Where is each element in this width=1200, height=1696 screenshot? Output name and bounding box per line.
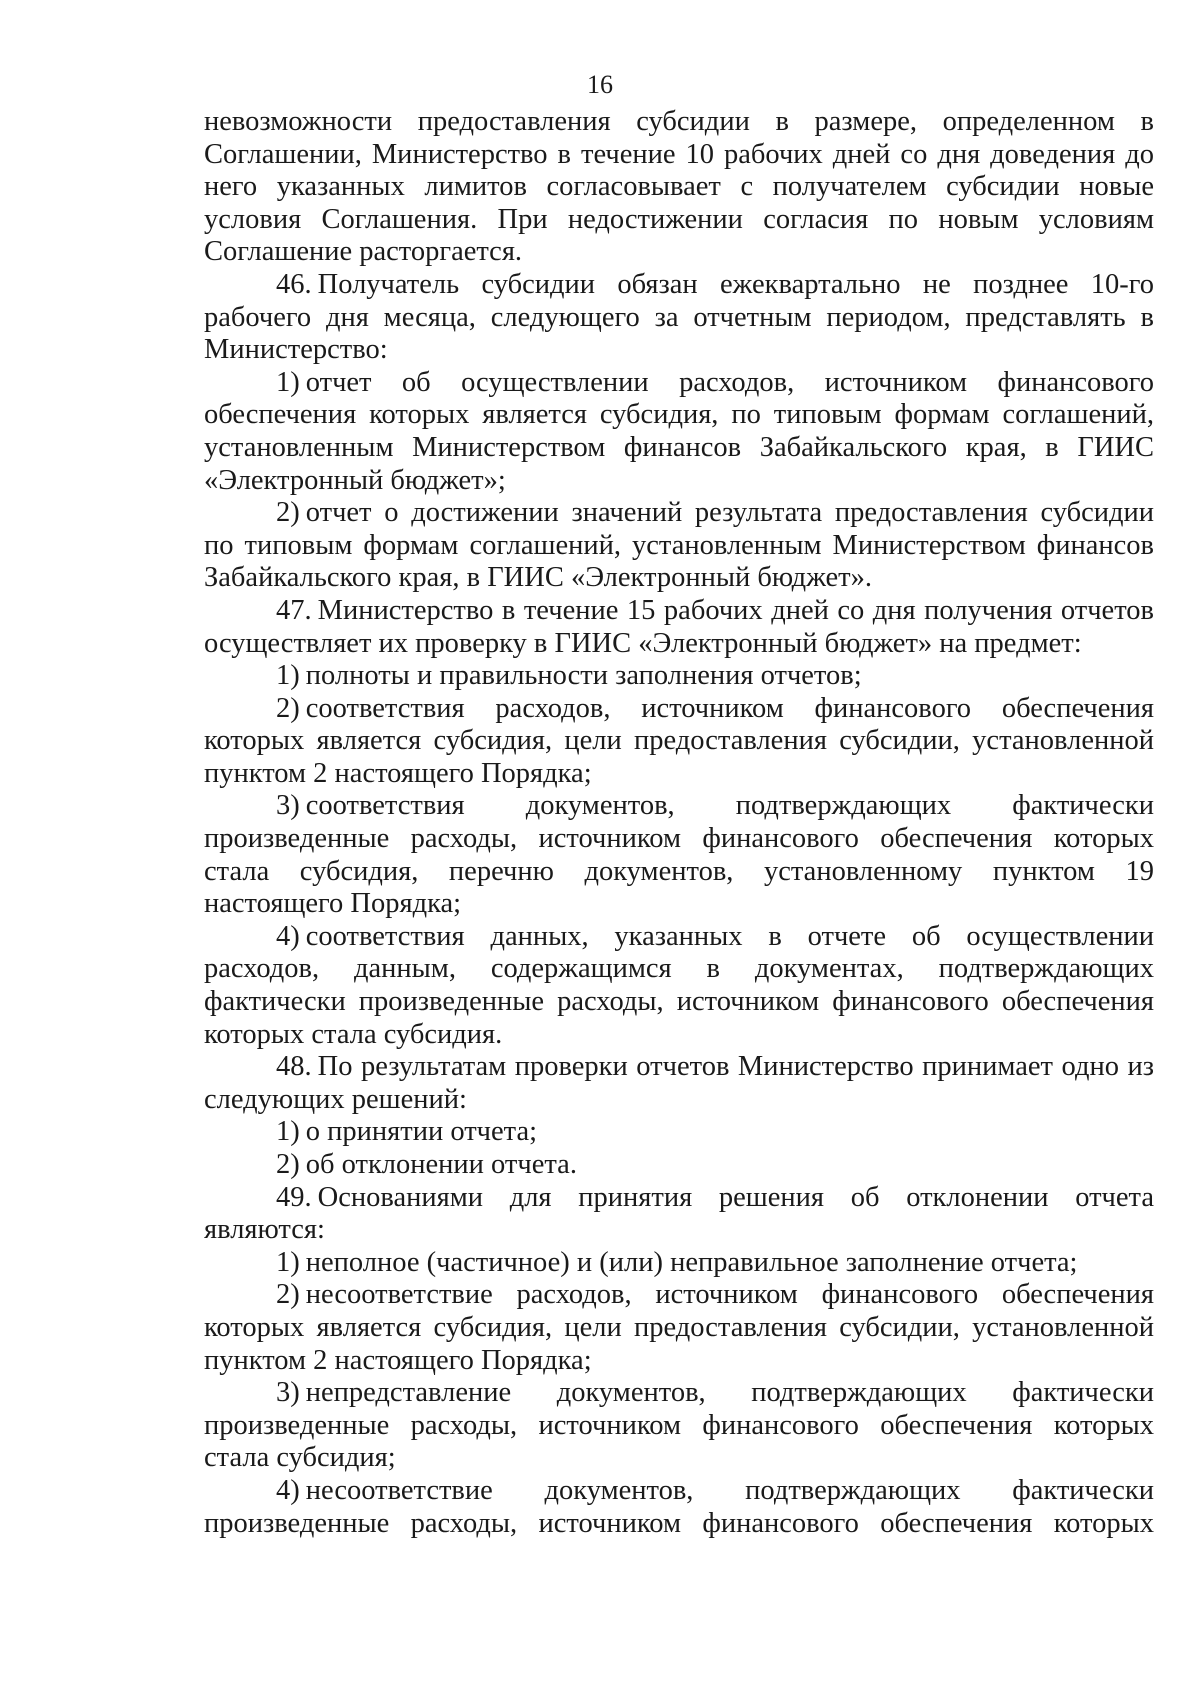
clause-text: Основаниями для принятия решения об отклонении отчета являются:: [204, 1181, 1154, 1246]
item-text: об отклонении отчета.: [305, 1149, 577, 1180]
clause-46-item-2: [204, 497, 1154, 595]
item-text: о принятии отчета;: [305, 1116, 538, 1148]
clause-text: Получатель субсидии обязан ежеквартально не позднее 10-го рабочего дня месяца, следующего за отчетным периодом, представлять в Министерство:: [204, 268, 1154, 366]
item-number: 2): [276, 692, 300, 724]
clause-number: 48.: [276, 1051, 312, 1083]
item-number: 2): [276, 1149, 300, 1180]
clause-46-item-1: [204, 367, 1154, 497]
clause-number: 47.: [276, 594, 312, 626]
clause-text: По результатам проверки отчетов Министерство принимает одно из следующих решений:: [204, 1051, 1154, 1115]
item-number: 1): [276, 366, 300, 398]
item-text: отчет об осуществлении расходов, источником финансового обеспечения которых является субсидия, по типовым формам соглашений, установленным Министерством финансов Забайкальского края, в ГИИС «Электронный бюджет»;: [204, 366, 1154, 496]
item-number: 3): [276, 1377, 300, 1409]
clause-text: Министерство в течение 15 рабочих дней со дня получения отчетов осуществляет их проверку в ГИИС «Электронный бюджет» на предмет:: [204, 594, 1154, 659]
clause-48-item-2: [204, 1149, 1154, 1182]
item-number: 4): [276, 1474, 300, 1506]
clause-47-item-3: [204, 790, 1154, 920]
item-number: 2): [276, 497, 300, 529]
item-text: соответствия документов, подтверждающих фактически произведенные расходы, источником финансового обеспечения которых стала субсидия, перечню документов, установленному пунктом 19 настоящего Порядка;: [204, 790, 1154, 920]
clause-49-item-3: [204, 1377, 1154, 1475]
item-number: 1): [276, 1116, 300, 1148]
item-number: 2): [276, 1279, 300, 1311]
clause-49-item-1: [204, 1247, 1154, 1280]
item-text: несоответствие документов, подтверждающих фактически произведенные расходы, источником финансового обеспечения которых: [204, 1474, 1154, 1539]
clause-48: [204, 1051, 1154, 1116]
item-number: 4): [276, 920, 300, 952]
item-text: полноты и правильности заполнения отчетов;: [305, 660, 862, 692]
paragraph-text: невозможности предоставления субсидии в размере, определенном в Соглашении, Министерство в течение 10 рабочих дней со дня доведения до него указанных лимитов согласовывает с получателем субсидии новые условия Соглашения. При недостижении согласия по новым условиям Соглашение расторгается.: [204, 106, 1154, 268]
item-text: отчет о достижении значений результата предоставления субсидии по типовым формам соглашений, установленным Министерством финансов Забайкальского края, в ГИИС «Электронный бюджет».: [204, 497, 1154, 594]
item-text: соответствия данных, указанных в отчете об осуществлении расходов, данным, содержащимся в документах, подтверждающих фактически произведенные расходы, источником финансового обеспечения которых стала субсидия.: [204, 920, 1154, 1050]
clause-49-item-4: [204, 1475, 1154, 1540]
clause-47-item-4: [204, 921, 1154, 1051]
page-number: 16: [587, 70, 613, 99]
clause-number: 46.: [276, 268, 312, 300]
clause-46: [204, 269, 1154, 367]
item-text: несоответствие расходов, источником финансового обеспечения которых является субсидия, цели предоставления субсидии, установленной пунктом 2 настоящего Порядка;: [204, 1279, 1154, 1376]
clause-48-item-1: [204, 1116, 1154, 1149]
clause-49: [204, 1182, 1154, 1247]
item-text: неполное (частичное) и (или) неправильное заполнение отчета;: [305, 1246, 1078, 1278]
clause-47: [204, 595, 1154, 660]
clause-47-item-1: [204, 660, 1154, 693]
document-body: [204, 106, 1154, 1540]
item-number: 1): [276, 1246, 300, 1278]
paragraph-continuation: [204, 106, 1154, 269]
item-text: непредставление документов, подтверждающих фактически произведенные расходы, источником финансового обеспечения которых стала субсидия;: [204, 1377, 1154, 1474]
item-text: соответствия расходов, источником финансового обеспечения которых является субсидия, цели предоставления субсидии, установленной пунктом 2 настоящего Порядка;: [204, 692, 1154, 789]
clause-47-item-2: [204, 693, 1154, 791]
clause-number: 49.: [276, 1181, 312, 1213]
clause-49-item-2: [204, 1279, 1154, 1377]
item-number: 1): [276, 660, 300, 692]
item-number: 3): [276, 790, 300, 822]
